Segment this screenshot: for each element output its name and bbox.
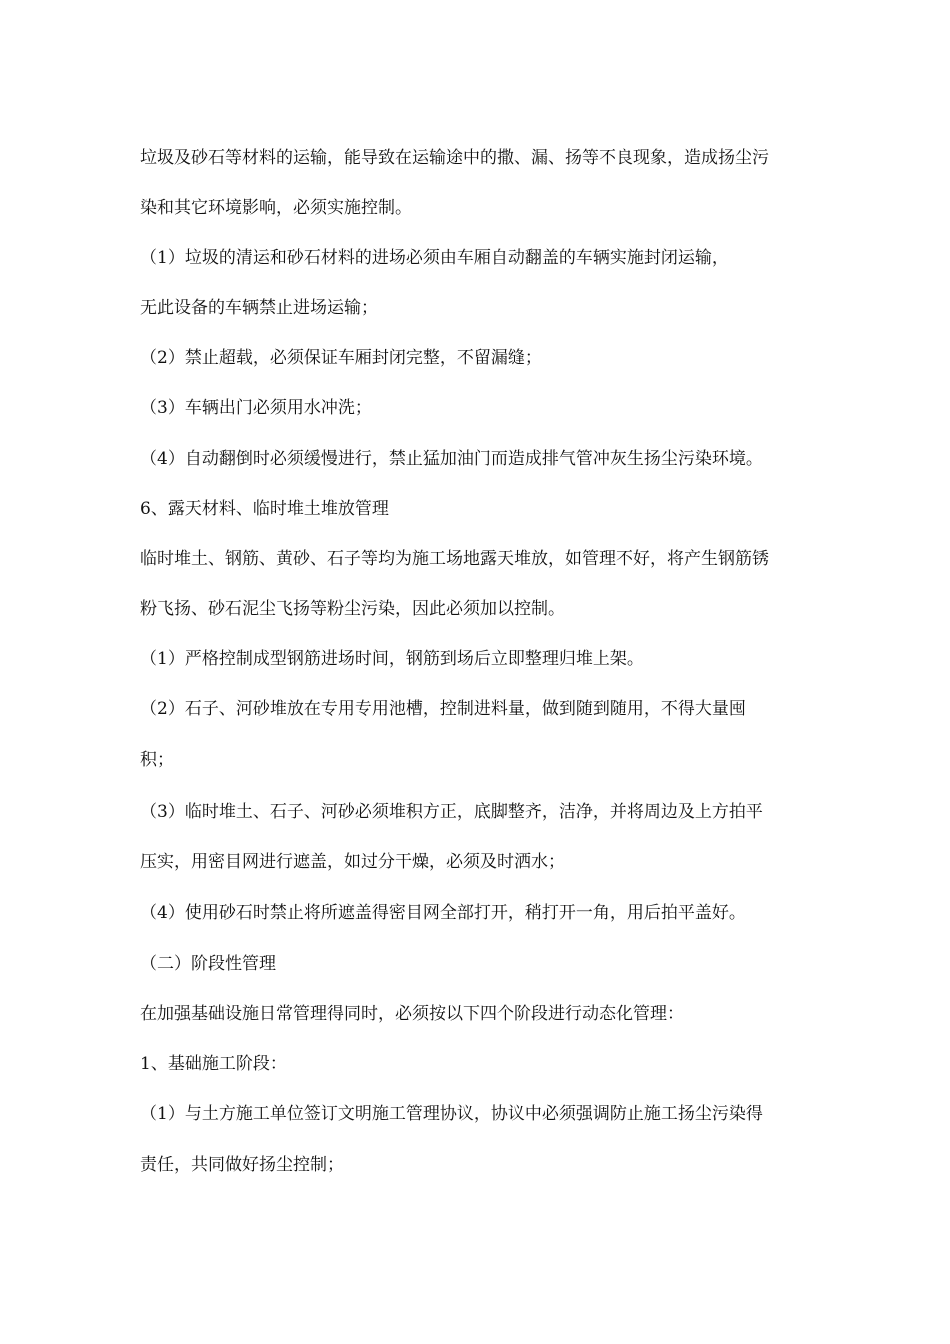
text-line: （1）垃圾的清运和砂石材料的进场必须由车厢自动翻盖的车辆实施封闭运输， <box>140 248 729 268</box>
section-heading: （二）阶段性管理 <box>140 954 276 974</box>
text-line: 临时堆土、钢筋、黄砂、石子等均为施工场地露天堆放，如管理不好，将产生钢筋锈 <box>140 549 769 569</box>
text-line: 无此设备的车辆禁止进场运输； <box>140 298 378 318</box>
text-line: 染和其它环境影响，必须实施控制。 <box>140 198 412 218</box>
text-line: （3）临时堆土、石子、河砂必须堆积方正，底脚整齐，洁净，并将周边及上方拍平 <box>140 802 763 822</box>
text-line: （3）车辆出门必须用水冲洗； <box>140 398 372 418</box>
section-heading: 1、基础施工阶段： <box>140 1054 287 1074</box>
text-line: 积； <box>140 750 174 770</box>
text-line: （4）使用砂石时禁止将所遮盖得密目网全部打开，稍打开一角，用后拍平盖好。 <box>140 903 746 923</box>
text-line: （4）自动翻倒时必须缓慢进行，禁止猛加油门而造成排气管冲灰生扬尘污染环境。 <box>140 449 763 469</box>
text-line: （2）禁止超载，必须保证车厢封闭完整，不留漏缝； <box>140 348 542 368</box>
text-line: 粉飞扬、砂石泥尘飞扬等粉尘污染，因此必须加以控制。 <box>140 599 565 619</box>
text-line: （1）与土方施工单位签订文明施工管理协议，协议中必须强调防止施工扬尘污染得 <box>140 1104 763 1124</box>
text-line: （1）严格控制成型钢筋进场时间，钢筋到场后立即整理归堆上架。 <box>140 649 644 669</box>
section-heading: 6、露天材料、临时堆土堆放管理 <box>140 499 389 519</box>
text-line: （2）石子、河砂堆放在专用专用池槽，控制进料量，做到随到随用，不得大量囤 <box>140 699 746 719</box>
text-line: 垃圾及砂石等材料的运输，能导致在运输途中的撒、漏、扬等不良现象，造成扬尘污 <box>140 148 769 168</box>
text-line: 压实，用密目网进行遮盖，如过分干燥，必须及时洒水； <box>140 852 565 872</box>
text-line: 在加强基础设施日常管理得同时，必须按以下四个阶段进行动态化管理： <box>140 1004 684 1024</box>
text-line: 责任，共同做好扬尘控制； <box>140 1155 344 1175</box>
